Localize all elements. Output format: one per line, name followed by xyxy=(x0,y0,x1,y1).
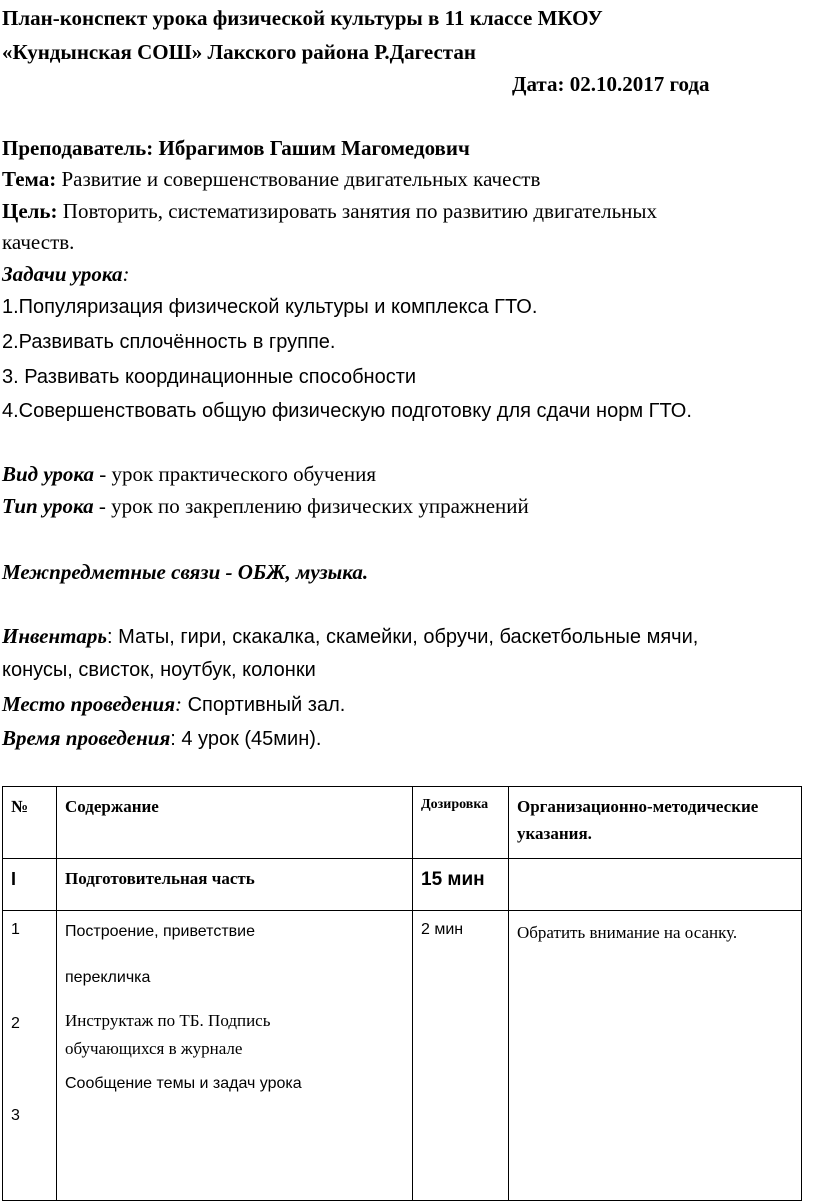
tasks-label: Задачи урока xyxy=(2,262,123,286)
header-methodical-notes: Организационно-методические указания. xyxy=(509,787,802,859)
lesson-kind-label: Вид урока xyxy=(2,462,95,486)
section-notes xyxy=(509,859,802,911)
lesson-date: Дата: 02.10.2017 года xyxy=(512,72,710,96)
time-value: : 4 урок (45мин). xyxy=(170,728,322,750)
table-header-row xyxy=(3,787,802,859)
topic xyxy=(2,165,540,193)
task-item-3: 3. Развивать координационные способности xyxy=(2,366,417,388)
interdisciplinary-links: Межпредметные связи - ОБЖ, музыка. xyxy=(2,560,369,584)
goal-value-line-2: качеств. xyxy=(2,230,75,254)
place xyxy=(2,690,345,719)
task-item-1: 1.Популяризация физической культуры и комплекса ГТО. xyxy=(2,296,538,318)
item-number-3: 3 xyxy=(11,1107,20,1124)
task-item-4: 4.Совершенствовать общую физическую подготовку для сдачи норм ГТО. xyxy=(2,400,692,422)
lesson-kind xyxy=(2,460,376,488)
place-value: Спортивный зал. xyxy=(182,694,346,716)
section-dosage: 15 мин xyxy=(413,859,509,911)
lesson-type xyxy=(2,492,529,520)
list-item: перекличка xyxy=(65,969,151,986)
time xyxy=(2,724,321,753)
tasks-colon: : xyxy=(122,262,130,286)
item-number-2: 2 xyxy=(11,1015,20,1032)
topic-label: Тема: xyxy=(2,167,57,191)
tasks-heading xyxy=(2,260,129,288)
list-item: Инструктаж по ТБ. Подпись обучающихся в журнале xyxy=(65,1011,271,1058)
item-notes: Обратить внимание на осанку. xyxy=(509,911,802,1201)
lesson-kind-value: - урок практического обучения xyxy=(94,462,376,486)
equipment-value-line-2: конусы, свисток, ноутбук, колонки xyxy=(2,659,316,681)
lesson-plan-table xyxy=(2,786,802,1201)
header-content: Содержание xyxy=(57,787,413,859)
place-label: Место проведения xyxy=(2,692,176,716)
list-item: Сообщение темы и задач урока xyxy=(65,1075,302,1092)
header-number: № xyxy=(3,787,57,859)
time-label: Время проведения xyxy=(2,726,171,750)
table-row xyxy=(3,859,802,911)
equipment xyxy=(2,622,698,651)
title-line-2: «Кундынская СОШ» Лакского района Р.Дагестан xyxy=(2,40,476,64)
goal-label: Цель: xyxy=(2,199,58,223)
item-number-1: 1 xyxy=(11,921,20,938)
section-number: I xyxy=(3,859,57,911)
section-title: Подготовительная часть xyxy=(57,859,413,911)
item-contents xyxy=(57,911,413,1201)
teacher: Преподаватель: Ибрагимов Гашим Магомедович xyxy=(2,136,470,160)
lesson-type-label: Тип урока xyxy=(2,494,94,518)
goal xyxy=(2,197,657,225)
item-numbers xyxy=(3,911,57,1201)
list-item: Построение, приветствие xyxy=(65,923,255,940)
topic-value: Развитие и совершенствование двигательных качеств xyxy=(56,167,541,191)
goal-value-line-1: Повторить, систематизировать занятия по развитию двигательных xyxy=(57,199,658,223)
item-dosage: 2 мин xyxy=(413,911,509,1201)
place-colon: : xyxy=(175,692,183,716)
equipment-label: Инвентарь xyxy=(2,624,108,648)
header-dosage: Дозировка xyxy=(413,787,509,859)
table-row xyxy=(3,911,802,1201)
task-item-2: 2.Развивать сплочённость в группе. xyxy=(2,331,336,353)
lesson-type-value: - урок по закреплению физических упражнений xyxy=(93,494,529,518)
equipment-value-line-1: : Маты, гири, скакалка, скамейки, обручи, баскетбольные мячи, xyxy=(107,626,699,648)
title-line-1: План-конспект урока физической культуры в 11 классе МКОУ xyxy=(2,6,603,30)
